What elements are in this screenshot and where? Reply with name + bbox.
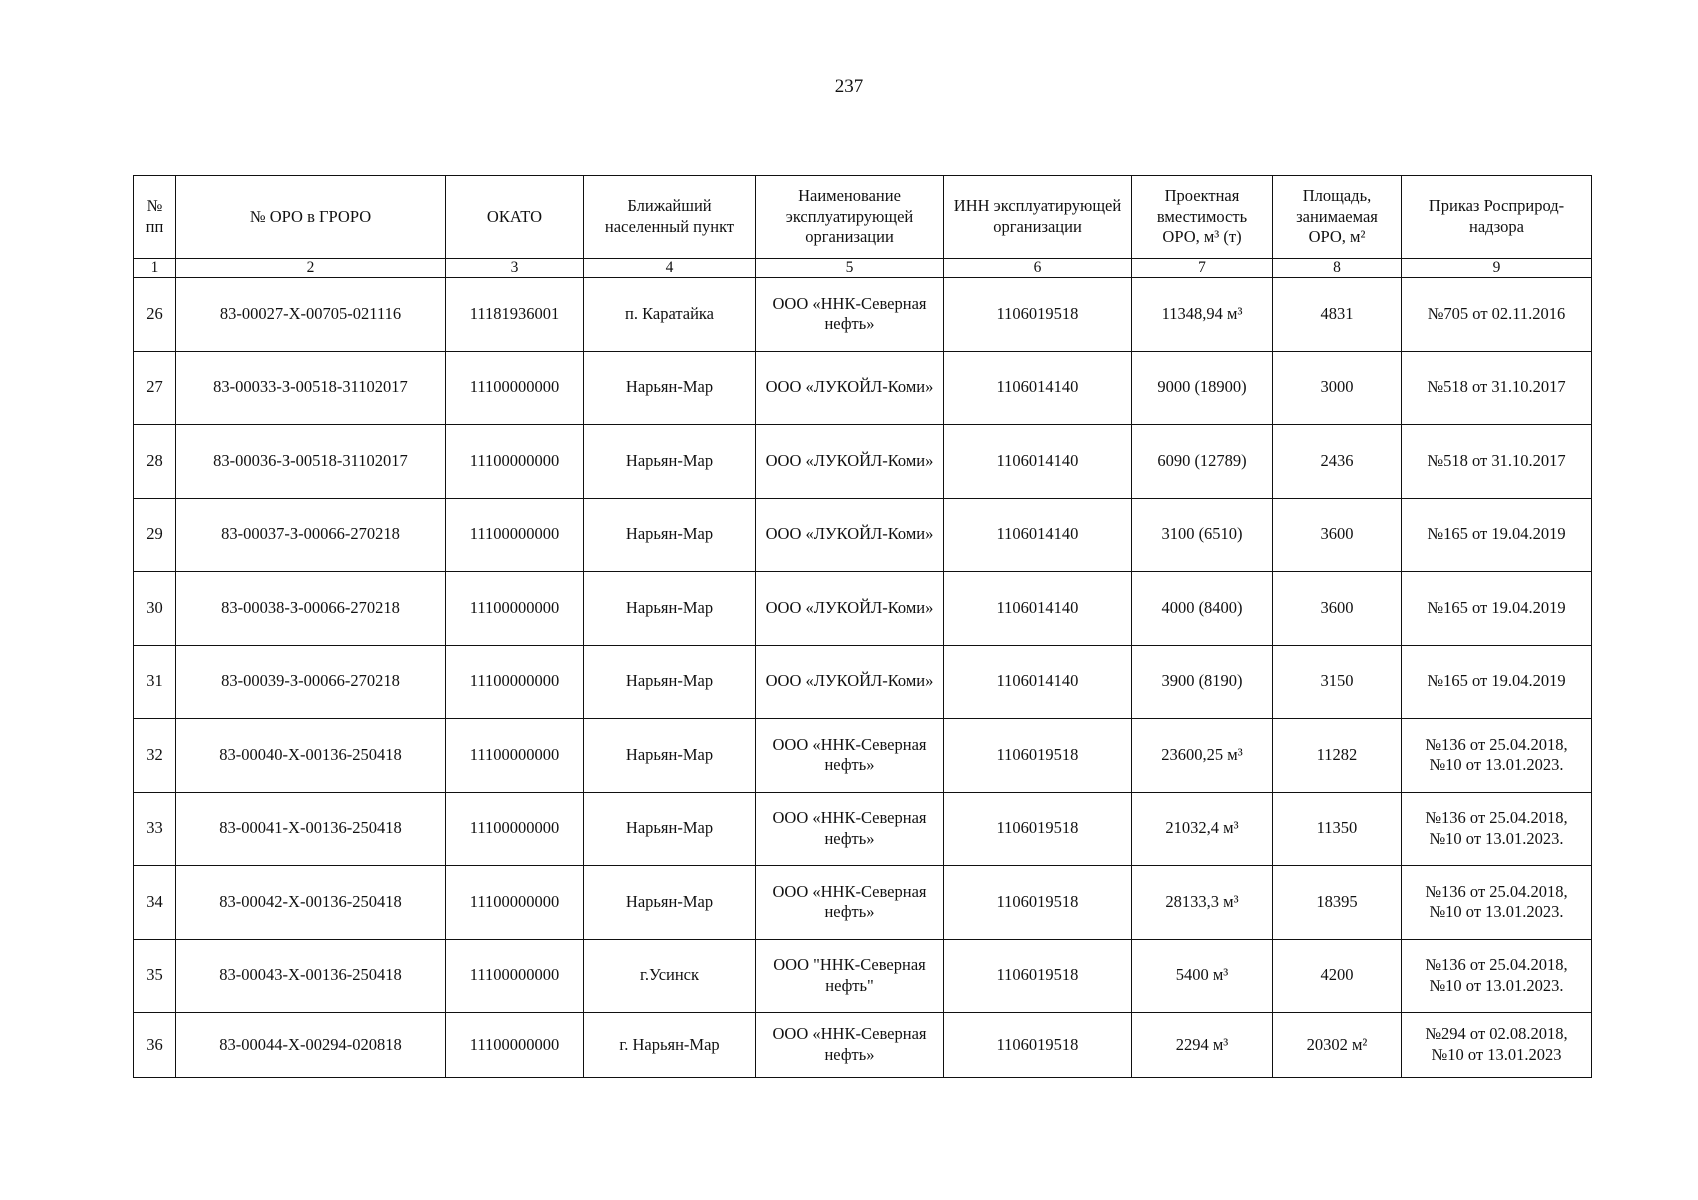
area: 4200 — [1273, 939, 1402, 1013]
inn: 1106014140 — [944, 645, 1132, 719]
oro-number: 83-00041-Х-00136-250418 — [176, 792, 446, 866]
oro-number: 83-00043-Х-00136-250418 — [176, 939, 446, 1013]
row-number: 34 — [134, 866, 176, 940]
column-number: 9 — [1402, 259, 1592, 278]
inn: 1106019518 — [944, 719, 1132, 793]
area: 18395 — [1273, 866, 1402, 940]
order: №294 от 02.08.2018, №10 от 13.01.2023 — [1402, 1013, 1592, 1078]
organization: ООО «ННК-Северная нефть» — [756, 792, 944, 866]
table-row — [134, 645, 1592, 719]
column-number: 5 — [756, 259, 944, 278]
column-number-row — [134, 259, 1592, 278]
row-number: 32 — [134, 719, 176, 793]
column-number: 6 — [944, 259, 1132, 278]
header-cell: Проектная вместимость ОРО, м³ (т) — [1132, 176, 1273, 259]
okato-code: 11100000000 — [446, 792, 584, 866]
row-number: 31 — [134, 645, 176, 719]
row-number: 33 — [134, 792, 176, 866]
page-number: 237 — [834, 76, 864, 97]
column-number: 8 — [1273, 259, 1402, 278]
column-number: 4 — [584, 259, 756, 278]
locality: Нарьян-Мар — [584, 645, 756, 719]
capacity: 23600,25 м³ — [1132, 719, 1273, 793]
table-row — [134, 866, 1592, 940]
capacity: 28133,3 м³ — [1132, 866, 1273, 940]
organization: ООО «ЛУКОЙЛ-Коми» — [756, 425, 944, 499]
capacity: 11348,94 м³ — [1132, 278, 1273, 352]
locality: Нарьян-Мар — [584, 425, 756, 499]
table-row — [134, 719, 1592, 793]
area: 2436 — [1273, 425, 1402, 499]
oro-number: 83-00039-З-00066-270218 — [176, 645, 446, 719]
okato-code: 11100000000 — [446, 425, 584, 499]
header-cell: Приказ Росприрод-надзора — [1402, 176, 1592, 259]
inn: 1106019518 — [944, 939, 1132, 1013]
okato-code: 11100000000 — [446, 719, 584, 793]
column-number: 7 — [1132, 259, 1273, 278]
organization: ООО "ННК-Северная нефть" — [756, 939, 944, 1013]
table-row — [134, 939, 1592, 1013]
row-number: 36 — [134, 1013, 176, 1078]
okato-code: 11100000000 — [446, 351, 584, 425]
order: №165 от 19.04.2019 — [1402, 645, 1592, 719]
row-number: 35 — [134, 939, 176, 1013]
order: №136 от 25.04.2018, №10 от 13.01.2023. — [1402, 792, 1592, 866]
area: 11350 — [1273, 792, 1402, 866]
row-number: 26 — [134, 278, 176, 352]
okato-code: 11100000000 — [446, 572, 584, 646]
area: 20302 м² — [1273, 1013, 1402, 1078]
okato-code: 11100000000 — [446, 1013, 584, 1078]
table-row — [134, 792, 1592, 866]
inn: 1106019518 — [944, 278, 1132, 352]
capacity: 3100 (6510) — [1132, 498, 1273, 572]
okato-code: 11100000000 — [446, 498, 584, 572]
inn: 1106014140 — [944, 498, 1132, 572]
inn: 1106019518 — [944, 1013, 1132, 1078]
order: №165 от 19.04.2019 — [1402, 572, 1592, 646]
header-cell: ИНН эксплуатирующей организации — [944, 176, 1132, 259]
organization: ООО «ННК-Северная нефть» — [756, 719, 944, 793]
okato-code: 11181936001 — [446, 278, 584, 352]
area: 3150 — [1273, 645, 1402, 719]
table-row — [134, 498, 1592, 572]
order: №136 от 25.04.2018, №10 от 13.01.2023. — [1402, 866, 1592, 940]
order: №136 от 25.04.2018, №10 от 13.01.2023. — [1402, 939, 1592, 1013]
column-number: 2 — [176, 259, 446, 278]
header-cell: Наименование эксплуатирующей организации — [756, 176, 944, 259]
area: 3000 — [1273, 351, 1402, 425]
locality: Нарьян-Мар — [584, 572, 756, 646]
locality: Нарьян-Мар — [584, 498, 756, 572]
oro-number: 83-00044-Х-00294-020818 — [176, 1013, 446, 1078]
table-row — [134, 278, 1592, 352]
order: №518 от 31.10.2017 — [1402, 425, 1592, 499]
header-cell: Площадь, занимаемая ОРО, м² — [1273, 176, 1402, 259]
locality: г. Нарьян-Мар — [584, 1013, 756, 1078]
order: №165 от 19.04.2019 — [1402, 498, 1592, 572]
inn: 1106019518 — [944, 866, 1132, 940]
locality: Нарьян-Мар — [584, 351, 756, 425]
table-row — [134, 1013, 1592, 1078]
oro-number: 83-00042-Х-00136-250418 — [176, 866, 446, 940]
organization: ООО «ННК-Северная нефть» — [756, 278, 944, 352]
registry-table — [133, 175, 1592, 1078]
organization: ООО «ЛУКОЙЛ-Коми» — [756, 572, 944, 646]
row-number: 27 — [134, 351, 176, 425]
oro-number: 83-00036-З-00518-31102017 — [176, 425, 446, 499]
header-cell: № пп — [134, 176, 176, 259]
inn: 1106014140 — [944, 351, 1132, 425]
capacity: 4000 (8400) — [1132, 572, 1273, 646]
locality: г.Усинск — [584, 939, 756, 1013]
locality: Нарьян-Мар — [584, 792, 756, 866]
capacity: 5400 м³ — [1132, 939, 1273, 1013]
organization: ООО «ННК-Северная нефть» — [756, 866, 944, 940]
row-number: 30 — [134, 572, 176, 646]
locality: п. Каратайка — [584, 278, 756, 352]
table-row — [134, 572, 1592, 646]
capacity: 9000 (18900) — [1132, 351, 1273, 425]
capacity: 3900 (8190) — [1132, 645, 1273, 719]
column-number: 3 — [446, 259, 584, 278]
table-row — [134, 425, 1592, 499]
capacity: 6090 (12789) — [1132, 425, 1273, 499]
order: №518 от 31.10.2017 — [1402, 351, 1592, 425]
organization: ООО «ЛУКОЙЛ-Коми» — [756, 498, 944, 572]
oro-number: 83-00037-З-00066-270218 — [176, 498, 446, 572]
okato-code: 11100000000 — [446, 645, 584, 719]
inn: 1106014140 — [944, 572, 1132, 646]
capacity: 2294 м³ — [1132, 1013, 1273, 1078]
area: 4831 — [1273, 278, 1402, 352]
order: №705 от 02.11.2016 — [1402, 278, 1592, 352]
okato-code: 11100000000 — [446, 866, 584, 940]
oro-number: 83-00027-Х-00705-021116 — [176, 278, 446, 352]
area: 3600 — [1273, 498, 1402, 572]
row-number: 29 — [134, 498, 176, 572]
oro-number: 83-00040-Х-00136-250418 — [176, 719, 446, 793]
inn: 1106014140 — [944, 425, 1132, 499]
organization: ООО «ЛУКОЙЛ-Коми» — [756, 645, 944, 719]
area: 3600 — [1273, 572, 1402, 646]
inn: 1106019518 — [944, 792, 1132, 866]
header-cell: ОКАТО — [446, 176, 584, 259]
capacity: 21032,4 м³ — [1132, 792, 1273, 866]
oro-number: 83-00038-З-00066-270218 — [176, 572, 446, 646]
area: 11282 — [1273, 719, 1402, 793]
organization: ООО «ЛУКОЙЛ-Коми» — [756, 351, 944, 425]
locality: Нарьян-Мар — [584, 866, 756, 940]
header-row — [134, 176, 1592, 259]
okato-code: 11100000000 — [446, 939, 584, 1013]
header-cell: Ближайший населенный пункт — [584, 176, 756, 259]
order: №136 от 25.04.2018, №10 от 13.01.2023. — [1402, 719, 1592, 793]
column-number: 1 — [134, 259, 176, 278]
locality: Нарьян-Мар — [584, 719, 756, 793]
oro-number: 83-00033-З-00518-31102017 — [176, 351, 446, 425]
row-number: 28 — [134, 425, 176, 499]
table-row — [134, 351, 1592, 425]
organization: ООО «ННК-Северная нефть» — [756, 1013, 944, 1078]
header-cell: № ОРО в ГРОРО — [176, 176, 446, 259]
